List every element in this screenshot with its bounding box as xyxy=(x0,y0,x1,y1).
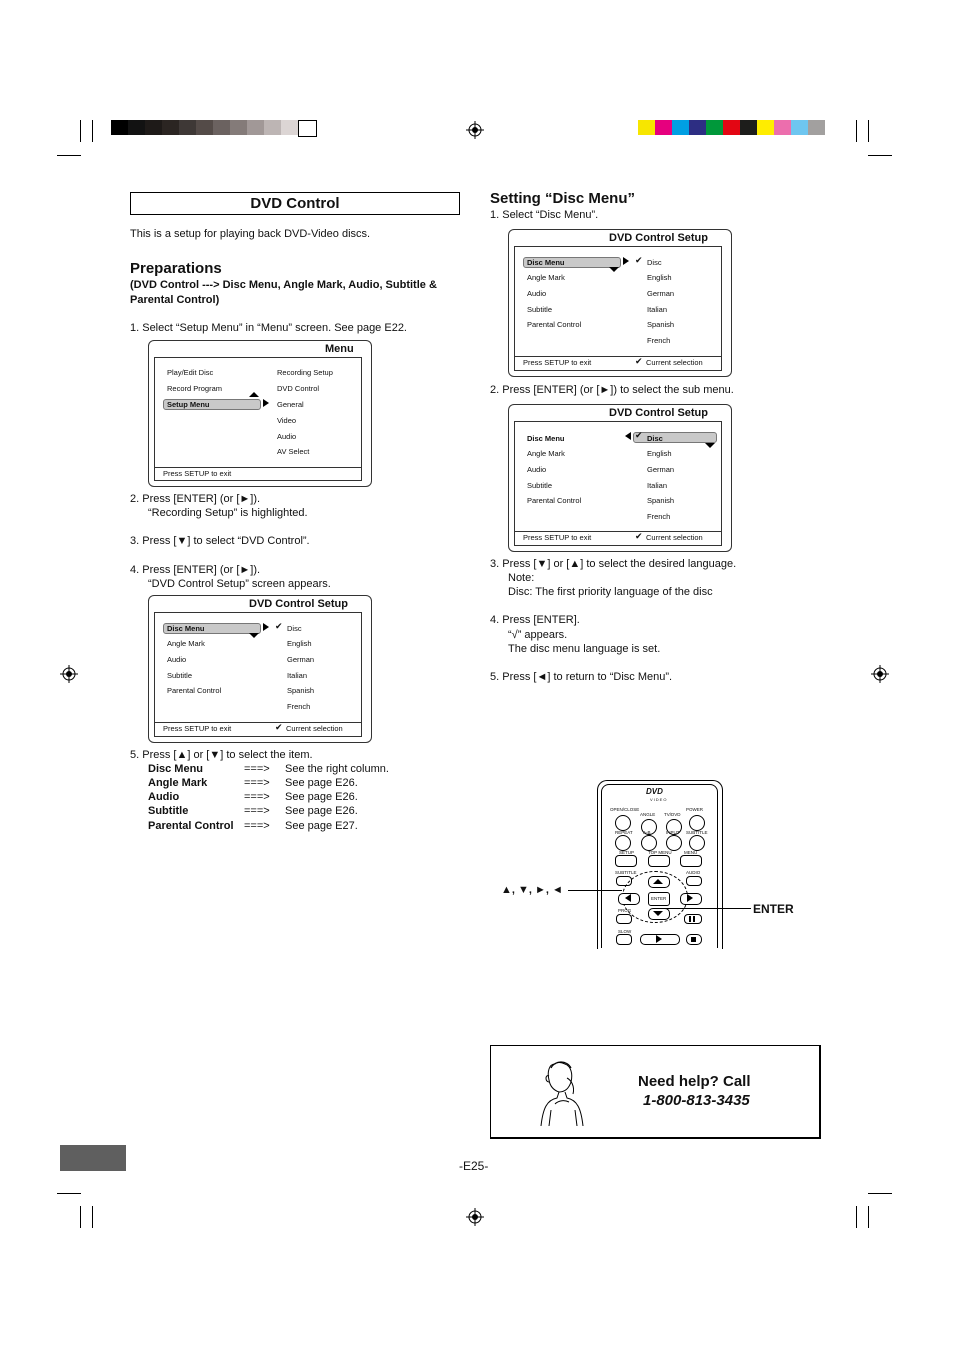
slow-button[interactable] xyxy=(616,934,632,945)
menu-item: Audio xyxy=(527,289,547,298)
gray-swatch xyxy=(145,120,162,135)
right-arrow-icon xyxy=(263,399,269,407)
audio-button[interactable] xyxy=(686,876,702,886)
button-label: SUBTITLE xyxy=(686,830,708,835)
section-title: DVD Control xyxy=(130,192,460,215)
crop-mark xyxy=(856,1206,857,1228)
help-text: Need help? Call xyxy=(638,1073,751,1090)
enter-callout-label: ENTER xyxy=(753,902,794,916)
menu-item: Parental Control xyxy=(167,686,222,695)
crop-mark xyxy=(92,120,93,142)
language-item: English xyxy=(287,639,312,648)
button-label: A-B xyxy=(643,830,651,835)
item-name: Audio xyxy=(148,791,180,803)
setup-button[interactable] xyxy=(615,855,637,867)
arrows-callout-label: ▲, ▼, ►, ◄ xyxy=(501,884,563,896)
crop-mark xyxy=(57,155,81,156)
screen-panel xyxy=(514,246,722,371)
submenu-item: Video xyxy=(277,416,297,425)
help-box xyxy=(490,1045,821,1139)
callout-line xyxy=(568,890,622,891)
button-label: TV/DVD xyxy=(664,812,681,817)
checkmark-icon: ✔ xyxy=(635,356,643,366)
enter-button-label: ENTER xyxy=(651,896,667,901)
divider xyxy=(155,467,361,468)
submenu-item: Recording Setup xyxy=(277,368,333,377)
color-swatch xyxy=(689,120,706,135)
language-item: French xyxy=(647,336,671,345)
item-arrow: ===> xyxy=(244,777,270,789)
up-arrow-icon xyxy=(249,392,259,397)
intro-text: This is a setup for playing back DVD-Video discs. xyxy=(130,228,371,240)
button-label: SETUP xyxy=(619,850,635,855)
screen-footer: Press SETUP to exit xyxy=(523,358,592,367)
menu-item: Audio xyxy=(527,465,547,474)
button-label: INPUT xyxy=(666,830,680,835)
screen-footer: Press SETUP to exit xyxy=(163,469,232,478)
phone-operator-icon xyxy=(537,1054,589,1126)
screen-footer: Press SETUP to exit xyxy=(523,533,592,542)
crop-mark xyxy=(868,120,869,142)
dvd-control-screen xyxy=(148,595,372,743)
step-2: 2. Press [ENTER] (or [►]). xyxy=(130,493,261,505)
language-item: German xyxy=(647,465,675,474)
gray-swatch xyxy=(196,120,213,135)
color-swatch xyxy=(723,120,740,135)
down-arrow-icon xyxy=(249,633,259,638)
up-arrow-icon xyxy=(653,879,663,884)
gray-swatch xyxy=(111,120,128,135)
submenu-item: Audio xyxy=(277,432,297,441)
dvd-control-screen xyxy=(508,404,732,552)
language-item: French xyxy=(647,512,671,521)
color-swatch xyxy=(655,120,672,135)
page-number: -E25- xyxy=(459,1159,489,1173)
button-label: OPEN/CLOSE xyxy=(610,807,640,812)
remote-control xyxy=(597,780,723,949)
crop-mark xyxy=(868,155,892,156)
step-1: 1. Select “Disc Menu”. xyxy=(490,209,599,221)
color-swatch xyxy=(774,120,791,135)
down-arrow-icon xyxy=(705,443,715,448)
menu-item: Parental Control xyxy=(527,320,582,329)
note-label: Note: xyxy=(508,572,535,584)
menu-item: Subtitle xyxy=(527,305,553,314)
divider xyxy=(155,722,361,723)
preparations-heading: Preparations xyxy=(130,260,222,277)
registration-mark-icon xyxy=(466,121,484,139)
item-ref: See page E27. xyxy=(285,820,358,832)
screen-footer: Press SETUP to exit xyxy=(163,724,232,733)
step-2-detail: “Recording Setup” is highlighted. xyxy=(148,507,308,519)
submenu-item: AV Select xyxy=(277,447,310,456)
language-item-selected: Disc xyxy=(647,434,663,443)
item-arrow: ===> xyxy=(244,805,270,817)
right-arrow-icon xyxy=(623,257,629,265)
step-5: 5. Press [▲] or [▼] to select the item. xyxy=(130,749,313,761)
screen-panel xyxy=(514,421,722,546)
color-swatch xyxy=(740,120,757,135)
dvd-logo: DVD xyxy=(646,787,663,796)
button-label: AUDIO xyxy=(686,870,701,875)
menu-item: Angle Mark xyxy=(167,639,205,648)
screen-title: DVD Control Setup xyxy=(609,407,708,419)
prog-button[interactable] xyxy=(616,914,632,924)
pause-icon xyxy=(689,916,691,922)
registration-mark-icon xyxy=(871,665,889,683)
menu-item: Angle Mark xyxy=(527,449,565,458)
language-item: English xyxy=(647,449,672,458)
language-item: Italian xyxy=(647,481,668,490)
down-arrow-icon xyxy=(653,911,663,916)
pause-button[interactable] xyxy=(684,914,702,924)
dvd-logo-sub: VIDEO xyxy=(650,797,668,802)
menu-item: Record Program xyxy=(167,384,223,393)
crop-mark xyxy=(868,1206,869,1228)
menu-item: Subtitle xyxy=(527,481,553,490)
preparations-subtitle: Parental Control) xyxy=(130,294,220,306)
language-item: French xyxy=(287,702,311,711)
dvd-control-screen xyxy=(508,229,732,377)
item-ref: See page E26. xyxy=(285,805,358,817)
screen-footer: Current selection xyxy=(646,533,703,542)
screen-footer: Current selection xyxy=(286,724,343,733)
crop-mark xyxy=(92,1206,93,1228)
menu-item-selected: Setup Menu xyxy=(167,400,210,409)
checkmark-icon: ✔ xyxy=(275,722,283,732)
left-arrow-icon xyxy=(625,432,631,440)
gray-swatch xyxy=(281,120,298,135)
step-1: 1. Select “Setup Menu” in “Menu” screen. See page E22. xyxy=(130,322,407,334)
step-4: 4. Press [ENTER]. xyxy=(490,614,580,626)
down-arrow-icon xyxy=(609,267,619,272)
menu-item-current: Disc Menu xyxy=(527,434,565,443)
gray-swatch xyxy=(264,120,281,135)
button-label: SLOW xyxy=(618,929,632,934)
menu-item-selected: Disc Menu xyxy=(167,624,205,633)
button-label: MENU xyxy=(684,850,698,855)
item-ref: See the right column. xyxy=(285,763,389,775)
right-arrow-icon xyxy=(263,623,269,631)
step-4-detail: “DVD Control Setup” screen appears. xyxy=(148,578,331,590)
repeat-button[interactable] xyxy=(615,835,631,851)
setting-disc-menu-heading: Setting “Disc Menu” xyxy=(490,190,636,207)
language-item: Spanish xyxy=(287,686,315,695)
button-label: POWER xyxy=(686,807,704,812)
gray-swatch xyxy=(213,120,230,135)
button-label: SUBTITLE xyxy=(615,870,637,875)
step-5: 5. Press [◄] to return to “Disc Menu”. xyxy=(490,671,673,683)
language-item: Spanish xyxy=(647,496,675,505)
color-swatch xyxy=(808,120,825,135)
input-button[interactable] xyxy=(666,835,682,851)
subtitle-button[interactable] xyxy=(689,835,705,851)
step-2: 2. Press [ENTER] (or [►]) to select the sub menu. xyxy=(490,384,734,396)
color-swatch xyxy=(672,120,689,135)
screen-panel xyxy=(154,357,362,481)
checkmark-icon: ✔ xyxy=(635,255,643,265)
color-swatch xyxy=(706,120,723,135)
play-icon xyxy=(656,935,662,943)
color-swatch xyxy=(757,120,774,135)
submenu-item: General xyxy=(277,400,304,409)
registration-mark-icon xyxy=(60,665,78,683)
step-3: 3. Press [▼] to select “DVD Control”. xyxy=(130,535,310,547)
crop-mark xyxy=(57,1193,81,1194)
screen-title: Menu xyxy=(325,343,354,355)
step-4-detail: The disc menu language is set. xyxy=(508,643,661,655)
crop-mark xyxy=(856,120,857,142)
divider xyxy=(515,356,721,357)
checkmark-icon: ✔ xyxy=(635,430,643,440)
button-label: REPEAT xyxy=(615,830,633,835)
screen-footer: Current selection xyxy=(646,358,703,367)
language-item: Italian xyxy=(287,671,308,680)
help-phone-number: 1-800-813-3435 xyxy=(643,1092,750,1109)
checkmark-icon: ✔ xyxy=(635,531,643,541)
crop-mark xyxy=(80,1206,81,1228)
divider xyxy=(515,531,721,532)
submenu-item: DVD Control xyxy=(277,384,320,393)
menu-item: Play/Edit Disc xyxy=(167,368,214,377)
language-item: Disc xyxy=(287,624,302,633)
language-item: German xyxy=(287,655,315,664)
registration-mark-icon xyxy=(466,1208,484,1226)
language-item: Disc xyxy=(647,258,662,267)
item-ref: See page E26. xyxy=(285,777,358,789)
button-label: TOP MENU xyxy=(648,850,672,855)
color-swatch xyxy=(638,120,655,135)
language-item: English xyxy=(647,273,672,282)
item-arrow: ===> xyxy=(244,820,270,832)
crop-mark xyxy=(80,120,81,142)
menu-item: Subtitle xyxy=(167,671,193,680)
gray-swatch xyxy=(179,120,196,135)
screen-panel xyxy=(154,612,362,737)
gray-swatch xyxy=(128,120,145,135)
top-menu-button[interactable] xyxy=(648,855,670,867)
menu-item: Parental Control xyxy=(527,496,582,505)
preparations-subtitle: (DVD Control ---> Disc Menu, Angle Mark, Audio, Subtitle & xyxy=(130,279,437,291)
gray-swatch xyxy=(230,120,247,135)
item-name: Parental Control xyxy=(148,820,234,832)
color-swatch xyxy=(791,120,808,135)
crop-mark xyxy=(868,1193,892,1194)
gray-swatch xyxy=(247,120,264,135)
menu-item: Angle Mark xyxy=(527,273,565,282)
a-b-button[interactable] xyxy=(641,835,657,851)
left-arrow-icon xyxy=(625,894,631,902)
screen-title: DVD Control Setup xyxy=(609,232,708,244)
item-arrow: ===> xyxy=(244,791,270,803)
item-name: Angle Mark xyxy=(148,777,208,789)
button-label: ANGLE xyxy=(640,812,656,817)
gray-swatch xyxy=(162,120,179,135)
menu-screen xyxy=(148,340,372,487)
menu-highlight xyxy=(633,432,717,443)
item-ref: See page E26. xyxy=(285,791,358,803)
stop-icon xyxy=(691,937,696,942)
menu-item: Audio xyxy=(167,655,187,664)
open-close-button[interactable] xyxy=(615,815,631,831)
step-3: 3. Press [▼] or [▲] to select the desired language. xyxy=(490,558,737,570)
checkmark-icon: ✔ xyxy=(275,621,283,631)
step-4-detail: “√” appears. xyxy=(508,629,568,641)
language-item: Italian xyxy=(647,305,668,314)
menu-item-selected: Disc Menu xyxy=(527,258,565,267)
item-arrow: ===> xyxy=(244,763,270,775)
language-item: Spanish xyxy=(647,320,675,329)
item-name: Disc Menu xyxy=(148,763,204,775)
power-button[interactable] xyxy=(689,815,705,831)
language-item: German xyxy=(647,289,675,298)
step-4: 4. Press [ENTER] (or [►]). xyxy=(130,564,261,576)
gray-tab xyxy=(60,1145,126,1171)
menu-button[interactable] xyxy=(680,855,702,867)
button-label: PROG xyxy=(618,908,632,913)
note-text: Disc: The first priority language of the disc xyxy=(508,586,713,598)
gray-swatch xyxy=(298,120,317,137)
callout-line xyxy=(658,908,751,909)
screen-title: DVD Control Setup xyxy=(249,598,348,610)
item-name: Subtitle xyxy=(148,805,189,817)
right-arrow-icon xyxy=(687,894,693,902)
